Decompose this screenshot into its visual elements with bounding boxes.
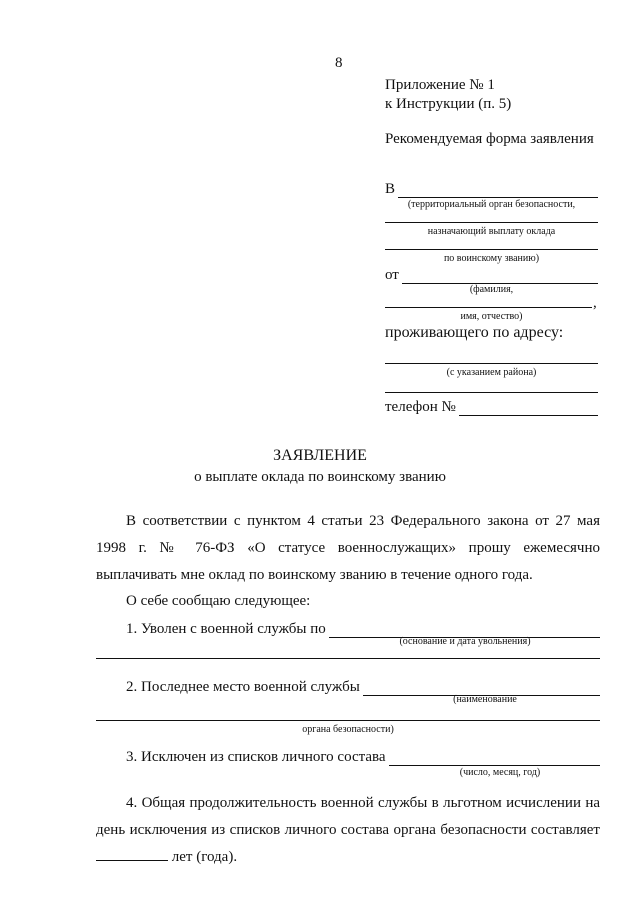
to-row [385, 180, 598, 198]
item-1-hint: (основание и дата увольнения) [399, 636, 531, 647]
to-prefix: В [385, 181, 396, 197]
to-field[interactable] [398, 183, 598, 198]
item-2-hint-name: (наименование [453, 694, 517, 705]
form-title: Рекомендуемая форма заявления [385, 131, 594, 147]
about-self-intro: О себе сообщаю следующее: [126, 593, 311, 609]
hint-by-rank: по воинскому званию) [443, 253, 540, 264]
to-field-line-2[interactable] [385, 222, 598, 223]
appendix-line-2: к Инструкции (п. 5) [385, 96, 512, 112]
from-row [385, 266, 598, 284]
address-field[interactable] [385, 363, 598, 364]
item-2-label: 2. Последнее место военной службы [126, 679, 360, 695]
hint-assigning-payment: назначающий выплату оклада [427, 226, 556, 237]
statement-subtitle: о выплате оклада по воинскому званию [194, 469, 446, 485]
from-prefix: от [385, 267, 399, 283]
phone-row [385, 398, 598, 416]
phone-field[interactable] [459, 401, 598, 416]
hint-district: (с указанием района) [446, 367, 537, 378]
from-field[interactable] [402, 269, 598, 284]
item-2-field-line-2[interactable] [96, 720, 600, 721]
hint-territorial-body: (территориальный орган безопасности, [407, 199, 576, 210]
appendix-line-1: Приложение № 1 [385, 77, 495, 93]
item-4-suffix: лет (года). [171, 849, 238, 865]
to-field-line-3[interactable] [385, 249, 598, 250]
hint-name-patronymic: имя, отчество) [460, 311, 523, 322]
address-field-line-2[interactable] [385, 392, 598, 393]
from-field-line-2[interactable] [385, 307, 592, 308]
page-number: 8 [335, 55, 343, 71]
phone-label: телефон № [385, 399, 456, 415]
statement-paragraph: В соответствии с пунктом 4 статьи 23 Федерального закона от 27 мая 1998 г. № 76-ФЗ «О статусе военнослужащих» прошу ежемесячно выплачивать мне оклад по воинскому званию в течение одного года. [96, 513, 600, 583]
item-4-years-field[interactable] [96, 846, 168, 861]
item-3-hint: (число, месяц, год) [459, 767, 541, 778]
statement-title: ЗАЯВЛЕНИЕ [273, 447, 367, 464]
comma: , [593, 295, 597, 311]
item-3-label: 3. Исключен из списков личного состава [126, 749, 386, 765]
item-2-hint-body: органа безопасности) [302, 724, 394, 735]
item-4-text: 4. Общая продолжительность военной службы в льготном исчислении на день исключения из списков личного состава органа безопасности составляет [96, 795, 600, 838]
item-3-field[interactable] [389, 751, 600, 766]
item-1-field-line-2[interactable] [96, 658, 600, 659]
item-1-label: 1. Уволен с военной службы по [126, 621, 326, 637]
hint-surname: (фамилия, [469, 284, 514, 295]
residing-label: проживающего по адресу: [385, 324, 564, 341]
item-3-row [126, 748, 600, 766]
item-4-paragraph [96, 790, 600, 871]
